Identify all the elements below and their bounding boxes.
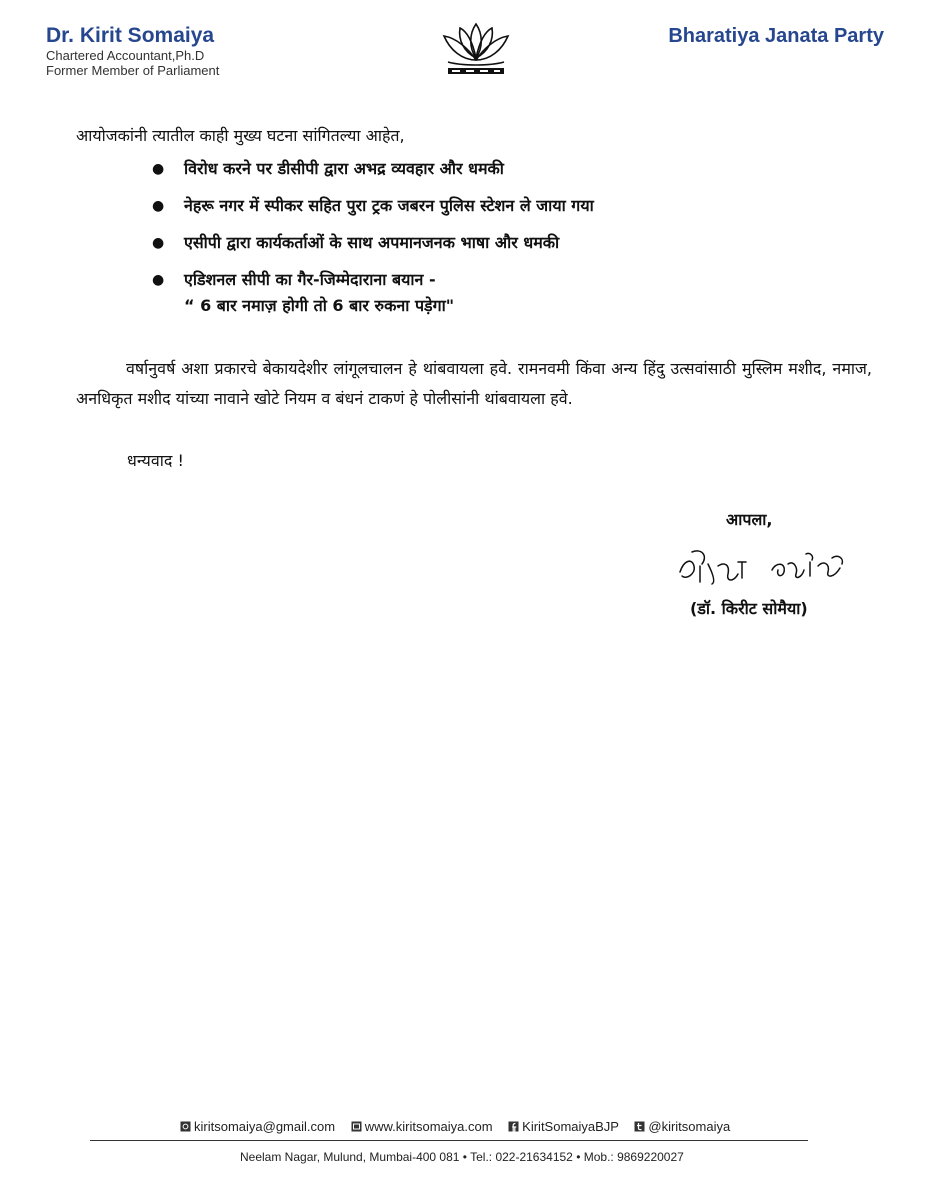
- list-item: [152, 156, 594, 182]
- signature-image: [672, 542, 862, 592]
- sender-role: Former Member of Parliament: [46, 63, 220, 78]
- bullet-text: एडिशनल सीपी का गैर-जिम्मेदाराना बयान -: [184, 270, 436, 289]
- party-name: Bharatiya Janata Party: [668, 25, 884, 47]
- thanks-line: धन्यवाद !: [127, 451, 184, 470]
- list-item: [152, 193, 594, 219]
- twitter-text: @kiritsomaiya: [648, 1119, 731, 1134]
- web-icon: [351, 1121, 362, 1132]
- list-item: [152, 267, 594, 319]
- body-paragraph: वर्षानुवर्ष अशा प्रकारचे बेकायदेशीर लांगूलचालन हे थांबवायला हवे. रामनवमी किंवा अन्य हिंदु उत्सवांसाठी मुस्लिम मशीद, नमाज, अनधिकृत मशीद यांच्या नावाने खोटे नियम व बंधनं टाकणं हे पोलीसांनी थांबवायला हवे.: [76, 359, 872, 408]
- sender-name: Dr. Kirit Somaiya: [46, 24, 215, 47]
- footer-divider: [90, 1140, 808, 1141]
- footer-twitter[interactable]: [634, 1119, 730, 1134]
- footer-email[interactable]: [180, 1119, 339, 1134]
- footer-contacts: [180, 1119, 742, 1134]
- website-text: www.kiritsomaiya.com: [364, 1119, 493, 1134]
- letterhead-sender: [46, 24, 219, 78]
- bullet-text: विरोध करने पर डीसीपी द्वारा अभद्र व्यवहार और धमकी: [184, 159, 504, 178]
- list-item: [152, 230, 594, 256]
- facebook-icon: [508, 1121, 519, 1132]
- bullet-text: एसीपी द्वारा कार्यकर्ताओं के साथ अपमानजनक भाषा और धमकी: [184, 233, 560, 252]
- email-text: kiritsomaiya@gmail.com: [194, 1119, 336, 1134]
- twitter-icon: [634, 1121, 645, 1132]
- incident-list: [152, 156, 594, 330]
- footer-address: Neelam Nagar, Mulund, Mumbai-400 081 • Tel.: 022-21634152 • Mob.: 9869220027: [240, 1150, 684, 1164]
- bullet-text: नेहरू नगर में स्पीकर सहित पुरा ट्रक जबरन पुलिस स्टेशन ले जाया गया: [184, 196, 594, 215]
- footer-website[interactable]: [351, 1119, 496, 1134]
- closing-salutation: आपला,: [726, 510, 773, 529]
- sender-credentials: Chartered Accountant,Ph.D: [46, 48, 205, 63]
- facebook-text: KiritSomaiyaBJP: [522, 1119, 619, 1134]
- lotus-icon: [438, 18, 514, 80]
- bullet-quote: “ 6 बार नमाज़ होगी तो 6 बार रुकना पड़ेगा": [184, 296, 455, 315]
- email-icon: [180, 1121, 191, 1132]
- footer-facebook[interactable]: [508, 1119, 622, 1134]
- intro-line: आयोजकांनी त्यातील काही मुख्य घटना सांगितल्या आहेत,: [76, 126, 405, 145]
- signatory-name: (डॉ. किरीट सोमैया): [690, 599, 808, 618]
